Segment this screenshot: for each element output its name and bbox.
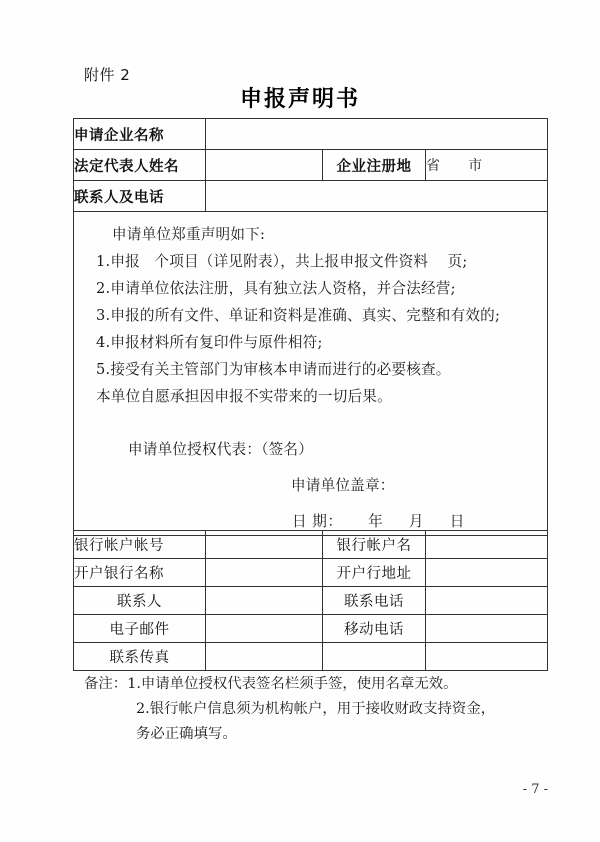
declaration-closing: 本单位自愿承担因申报不实带来的一切后果。 [96,388,392,405]
signature-seal-label[interactable]: 申请单位盖章： [291,477,395,494]
label-bank-account-name: 银行帐户名 [323,531,426,559]
field-contact-person-phone[interactable] [206,181,548,212]
field-email[interactable] [206,615,323,643]
note-item-2: 2.银行帐户信息须为机构帐户，用于接收财政支持资金， [136,701,496,717]
note-line-1 [84,672,554,697]
note-item-3: 务必正确填写。 [136,726,237,742]
field-bank-account-name[interactable] [426,531,548,559]
declaration-row [74,212,548,536]
label-empty-cell [323,643,426,671]
field-bank-address[interactable] [426,559,548,587]
table-row [74,587,548,615]
field-empty-cell[interactable] [426,643,548,671]
field-fax[interactable] [206,643,323,671]
table-row [74,119,548,150]
page-number: - 7 - [522,782,548,797]
table-row [74,150,548,181]
table-row [74,615,548,643]
declaration-item-2: 2.申请单位依法注册，具有独立法人资格，并合法经营; [96,280,456,297]
field-bank-account-number[interactable] [206,531,323,559]
declaration-item-4: 4.申报材料所有复印件与原件相符; [96,334,323,351]
label-fax: 联系传真 [74,643,206,671]
signature-date-label[interactable]: 日 期： 年 月 日 [292,513,465,530]
label-bank-address: 开户行地址 [323,559,426,587]
attachment-label: 附件 2 [84,66,131,84]
signature-block [96,436,537,535]
label-contact-person-phone: 联系人及电话 [74,181,206,212]
field-company-name[interactable] [206,119,548,150]
signature-representative-label[interactable]: 申请单位授权代表：（签名） [128,441,314,458]
declaration-item-5: 5.接受有关主管部门为审核本申请而进行的必要核查。 [96,361,451,378]
table-row [74,643,548,671]
page-title: 申报声明书 [239,87,360,112]
declaration-cell [74,212,548,536]
label-registration-place: 企业注册地 [323,150,426,181]
declaration-intro: 申请单位郑重声明如下: [112,226,266,243]
applicant-info-table [73,118,548,536]
note-item-1: 1.申请单位授权代表签名栏须手签，使用名章无效。 [127,676,458,692]
footer-notes [84,672,554,747]
field-legal-representative[interactable] [206,150,323,181]
label-legal-representative: 法定代表人姓名 [74,150,206,181]
field-contact-person[interactable] [206,587,323,615]
field-mobile-phone[interactable] [426,615,548,643]
bank-account-table [73,530,548,671]
label-company-name: 申请企业名称 [74,119,206,150]
label-contact-phone: 联系电话 [323,587,426,615]
declaration-item-3: 3.申报的所有文件、单证和资料是准确、真实、完整和有效的; [96,307,501,324]
label-mobile-phone: 移动电话 [323,615,426,643]
field-registration-place[interactable]: 省 市 [426,150,548,181]
table-row [74,559,548,587]
field-bank-name[interactable] [206,559,323,587]
table-row [74,531,548,559]
field-contact-phone[interactable] [426,587,548,615]
label-contact-person: 联系人 [74,587,206,615]
label-bank-name: 开户银行名称 [74,559,206,587]
table-row [74,181,548,212]
declaration-item-1: 1.申报 个项目（详见附表），共上报申报文件资料 页; [96,253,468,270]
label-bank-account-number: 银行帐户帐号 [74,531,206,559]
notes-prefix: 备注： [84,676,128,692]
declaration-body [74,212,547,535]
label-email: 电子邮件 [74,615,206,643]
